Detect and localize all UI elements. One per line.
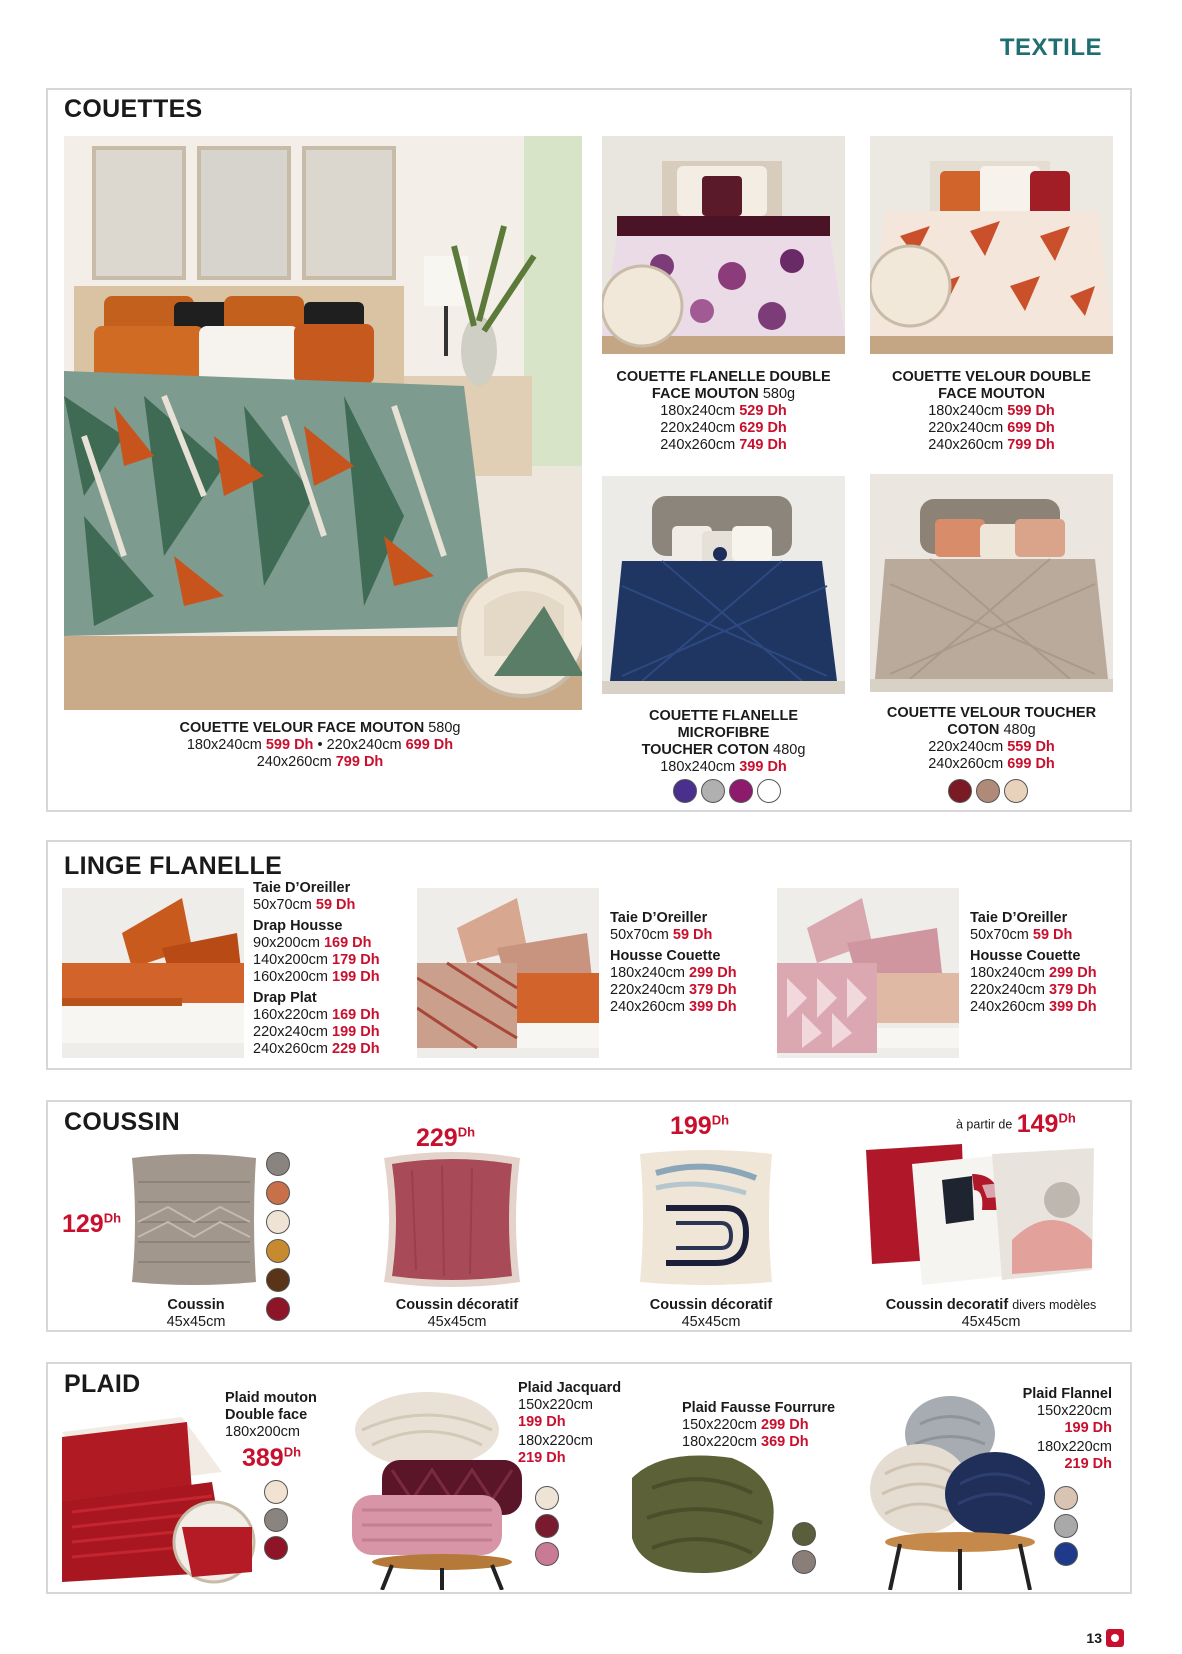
plaid1-price	[242, 1444, 301, 1473]
c2-name: Coussin décoratif	[395, 1297, 519, 1313]
p3-swatch-grey[interactable]	[701, 779, 725, 803]
plaid4-swatch-beige[interactable]	[1054, 1486, 1078, 1510]
p1-size-3: 240x260cm	[660, 437, 736, 453]
linge-pattern-image	[417, 888, 599, 1058]
c4-size: 45x45cm	[961, 1314, 1021, 1330]
p3-swatch-purple[interactable]	[673, 779, 697, 803]
p3-size-1: 180x240cm	[660, 759, 736, 775]
c4-price-prefix: à partir de	[956, 1117, 1013, 1132]
set1-taie-size: 50x70cm	[253, 897, 312, 913]
set1-dh-price-3: 199 Dh	[332, 969, 380, 985]
c3-price	[670, 1112, 729, 1141]
plaid3-swatch-olive[interactable]	[792, 1522, 816, 1546]
p4-price-1: 559 Dh	[1007, 739, 1055, 755]
duvet-velour-double-image	[870, 136, 1113, 354]
p1-name2: FACE MOUTON	[651, 386, 759, 402]
set3-housse-label: Housse Couette	[970, 948, 1081, 964]
plaid2-name: Plaid Jacquard	[518, 1380, 622, 1396]
p3-price-1: 399 Dh	[739, 759, 787, 775]
linge-set2-text	[610, 910, 770, 1016]
plaid1-price-unit: Dh	[283, 1444, 302, 1460]
set1-dh-size-3: 160x200cm	[253, 969, 328, 985]
c3-name: Coussin décoratif	[649, 1297, 773, 1313]
p1-price-2: 629 Dh	[739, 420, 787, 436]
c1-size: 45x45cm	[166, 1314, 226, 1330]
c1-price-value: 129	[62, 1210, 104, 1238]
main-price-1: 599 Dh	[265, 737, 314, 753]
plaid1-swatch-burgundy[interactable]	[264, 1536, 288, 1560]
p3-name2: MICROFIBRE	[677, 725, 770, 741]
p3-weight: 480g	[773, 742, 806, 758]
set1-drap-housse-label: Drap Housse	[253, 918, 343, 934]
duvet-flanelle-caption	[602, 369, 845, 454]
plaid2-swatch-burgundy[interactable]	[535, 1514, 559, 1538]
set3-price-3: 399 Dh	[1049, 999, 1097, 1015]
p4-name1: COUETTE VELOUR TOUCHER	[886, 705, 1097, 721]
brand-logo-icon	[1106, 1629, 1124, 1647]
set3-taie-label: Taie D’Oreiller	[970, 910, 1068, 926]
set2-size-2: 220x240cm	[610, 982, 685, 998]
coussin-title: COUSSIN	[64, 1108, 181, 1136]
main-size-3: 240x260cm	[256, 754, 332, 770]
set1-dh-size-1: 90x200cm	[253, 935, 320, 951]
p4-swatch-taupe[interactable]	[976, 779, 1000, 803]
coussin-2-image	[382, 1150, 522, 1290]
p4-weight: 480g	[1003, 722, 1036, 738]
plaid1-swatch-grey[interactable]	[264, 1508, 288, 1532]
p1-size-1: 180x240cm	[660, 403, 736, 419]
main-price-3: 799 Dh	[335, 754, 384, 770]
plaid2-swatch-cream[interactable]	[535, 1486, 559, 1510]
c2-price-value: 229	[416, 1124, 458, 1152]
p1-price-1: 529 Dh	[739, 403, 787, 419]
plaid4-price-2: 219 Dh	[1064, 1456, 1112, 1472]
set3-price-1: 299 Dh	[1049, 965, 1097, 981]
plaid2-swatch-pink[interactable]	[535, 1542, 559, 1566]
plaid3-price-1: 299 Dh	[761, 1417, 809, 1433]
set1-dp-price-3: 229 Dh	[332, 1041, 380, 1057]
set1-dp-price-2: 199 Dh	[332, 1024, 380, 1040]
plaid-3-text	[682, 1400, 882, 1451]
plaid-fourrure-image	[622, 1448, 782, 1576]
p4-size-2: 240x260cm	[928, 756, 1004, 772]
plaid2-price-1: 199 Dh	[518, 1414, 566, 1430]
plaid3-swatch-taupe[interactable]	[792, 1550, 816, 1574]
plaid2-size-1: 150x220cm	[518, 1397, 593, 1413]
set3-size-1: 180x240cm	[970, 965, 1045, 981]
plaid1-name2: Double face	[225, 1407, 308, 1423]
p3-name1: COUETTE FLANELLE	[648, 708, 799, 724]
set1-dh-price-1: 169 Dh	[323, 935, 372, 951]
plaid3-name: Plaid Fausse Fourrure	[682, 1400, 836, 1416]
linge-pink-image	[777, 888, 959, 1058]
duvet-microfibre-caption	[602, 708, 845, 776]
set2-size-1: 180x240cm	[610, 965, 685, 981]
c4-price	[1017, 1110, 1076, 1138]
set1-dp-size-1: 160x220cm	[253, 1007, 328, 1023]
p3-swatch-white[interactable]	[757, 779, 781, 803]
set3-taie-price: 59 Dh	[1032, 927, 1073, 943]
main-duvet-weight: 580g	[428, 720, 461, 736]
p1-weight: 580g	[762, 386, 796, 402]
c3-size: 45x45cm	[681, 1314, 741, 1330]
coussin-4-image	[862, 1140, 1098, 1292]
coussin-2-caption	[362, 1297, 552, 1331]
c4-price-block	[956, 1110, 1076, 1139]
set1-taie-price: 59 Dh	[315, 897, 356, 913]
set2-taie-size: 50x70cm	[610, 927, 669, 943]
p4-swatch-beige[interactable]	[1004, 779, 1028, 803]
coussin-3-caption	[616, 1297, 806, 1331]
plaid4-name: Plaid Flannel	[1022, 1386, 1112, 1402]
plaid1-price-value: 389	[242, 1444, 284, 1472]
main-duvet-name: COUETTE VELOUR FACE MOUTON	[179, 720, 425, 736]
set3-size-2: 220x240cm	[970, 982, 1045, 998]
c1-swatch-grey[interactable]	[266, 1152, 290, 1176]
p3-name3: TOUCHER COTON	[641, 742, 770, 758]
p4-price-2: 699 Dh	[1007, 756, 1055, 772]
duvet-velour-double-caption	[870, 369, 1113, 454]
p2-price-3: 799 Dh	[1007, 437, 1055, 453]
c3-price-unit: Dh	[711, 1112, 730, 1128]
c1-swatch-brown[interactable]	[266, 1268, 290, 1292]
plaid-jacquard-image	[352, 1390, 530, 1590]
p2-size-1: 180x240cm	[928, 403, 1004, 419]
c4-name: Coussin decoratif	[885, 1297, 1009, 1313]
c1-name: Coussin	[167, 1297, 225, 1313]
c1-price-unit: Dh	[103, 1210, 122, 1226]
c1-swatch-mustard[interactable]	[266, 1239, 290, 1263]
set1-dp-size-3: 240x260cm	[253, 1041, 328, 1057]
c2-size: 45x45cm	[427, 1314, 487, 1330]
plaid2-size-2: 180x220cm	[518, 1433, 593, 1449]
plaid4-swatch-navy[interactable]	[1054, 1542, 1078, 1566]
set3-price-2: 379 Dh	[1049, 982, 1097, 998]
coussin-4-caption	[860, 1297, 1122, 1331]
c2-price-unit: Dh	[457, 1124, 476, 1140]
p2-size-3: 240x260cm	[928, 437, 1004, 453]
p2-size-2: 220x240cm	[928, 420, 1004, 436]
p2-name1: COUETTE VELOUR DOUBLE	[892, 369, 1091, 385]
c1-swatch-cream[interactable]	[266, 1210, 290, 1234]
set2-housse-label: Housse Couette	[610, 948, 721, 964]
set2-taie-price: 59 Dh	[672, 927, 713, 943]
plaid4-swatch-grey[interactable]	[1054, 1514, 1078, 1538]
set1-dp-size-2: 220x240cm	[253, 1024, 328, 1040]
set1-dp-price-1: 169 Dh	[332, 1007, 380, 1023]
plaid1-name1: Plaid mouton	[225, 1390, 317, 1406]
plaid-1-text	[225, 1390, 365, 1441]
set1-dh-size-2: 140x200cm	[253, 952, 328, 968]
p4-size-1: 220x240cm	[928, 739, 1004, 755]
plaid3-price-2: 369 Dh	[761, 1434, 809, 1450]
duvet-velour-toucher-image	[870, 474, 1113, 692]
duvet-velour-toucher-caption	[870, 705, 1113, 773]
p2-name2: FACE MOUTON	[938, 386, 1045, 402]
c3-price-value: 199	[670, 1112, 712, 1140]
coussin-1-image	[128, 1152, 260, 1288]
plaid4-size-2: 180x220cm	[1037, 1439, 1112, 1455]
set1-taie-label: Taie D’Oreiller	[253, 880, 351, 896]
coussin-1-caption	[116, 1297, 276, 1331]
main-duvet-caption: COUETTE VELOUR FACE MOUTON 580g 180x240cm 599 Dh • 220x240cm 699 Dh 240x260cm 799 Dh	[179, 720, 461, 770]
plaid-title: PLAID	[64, 1370, 141, 1398]
set2-price-3: 399 Dh	[689, 999, 737, 1015]
plaid-4-text	[1000, 1386, 1112, 1473]
c4-note: divers modèles	[1012, 1298, 1097, 1312]
duvet-microfibre-image	[602, 476, 845, 694]
page-number: 13	[1086, 1630, 1102, 1646]
main-price-2: 699 Dh	[405, 737, 454, 753]
p1-price-3: 749 Dh	[739, 437, 787, 453]
c1-swatch-terracotta[interactable]	[266, 1181, 290, 1205]
plaid1-swatch-cream[interactable]	[264, 1480, 288, 1504]
set2-size-3: 240x260cm	[610, 999, 685, 1015]
linge-set3-text	[970, 910, 1130, 1016]
set2-price-1: 299 Dh	[689, 965, 737, 981]
c4-price-unit: Dh	[1058, 1110, 1076, 1126]
plaid3-size-2: 180x220cm	[682, 1434, 757, 1450]
p1-name1: COUETTE FLANELLE DOUBLE	[616, 369, 831, 385]
set2-price-2: 379 Dh	[689, 982, 737, 998]
c1-price	[62, 1210, 121, 1239]
duvet-flanelle-image	[602, 136, 845, 354]
set3-taie-size: 50x70cm	[970, 927, 1029, 943]
linge-set1-text	[253, 880, 413, 1058]
page-header-title: TEXTILE	[999, 34, 1102, 61]
plaid3-size-1: 150x220cm	[682, 1417, 757, 1433]
plaid4-size-1: 150x220cm	[1037, 1403, 1112, 1419]
main-duvet-image	[64, 136, 582, 710]
c2-price	[416, 1124, 475, 1153]
p1-size-2: 220x240cm	[660, 420, 736, 436]
p4-name2: COTON	[947, 722, 1000, 738]
coussin-3-image	[636, 1148, 776, 1288]
linge-orange-image	[62, 888, 244, 1058]
set1-dh-price-2: 179 Dh	[332, 952, 380, 968]
p3-swatch-magenta[interactable]	[729, 779, 753, 803]
plaid1-size: 180x200cm	[225, 1424, 300, 1440]
plaid4-price-1: 199 Dh	[1064, 1420, 1112, 1436]
p2-price-1: 599 Dh	[1007, 403, 1055, 419]
main-size-1: 180x240cm	[186, 737, 262, 753]
set2-taie-label: Taie D’Oreiller	[610, 910, 708, 926]
set3-size-3: 240x260cm	[970, 999, 1045, 1015]
p2-price-2: 699 Dh	[1007, 420, 1055, 436]
linge-title: LINGE FLANELLE	[64, 852, 283, 880]
main-size-2: 220x240cm	[326, 737, 402, 753]
set1-drap-plat-label: Drap Plat	[253, 990, 317, 1006]
plaid2-price-2: 219 Dh	[518, 1450, 566, 1466]
p4-swatch-burgundy[interactable]	[948, 779, 972, 803]
c4-price-value: 149	[1016, 1110, 1059, 1138]
couettes-title: COUETTES	[64, 95, 203, 123]
